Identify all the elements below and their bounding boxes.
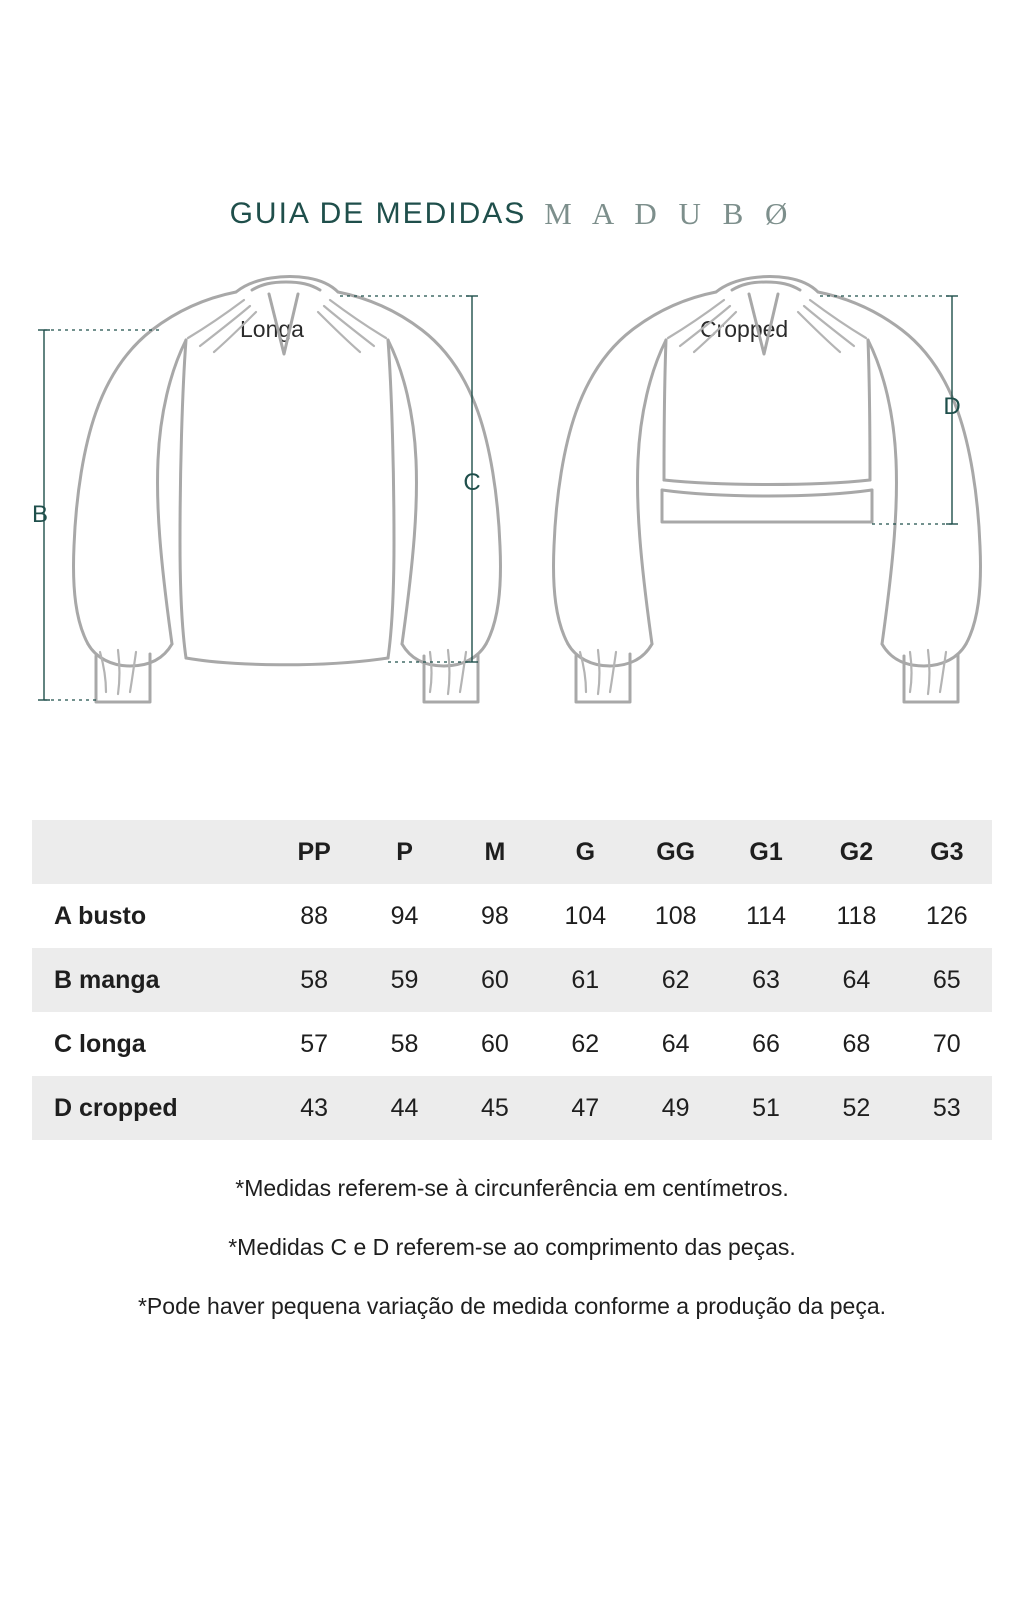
cell-a-g1: 114 <box>746 901 786 930</box>
dimension-c <box>340 296 481 662</box>
garment-illustrations <box>0 254 1024 774</box>
cell-d-g3: 53 <box>932 1093 961 1122</box>
notes-section <box>0 1175 1024 1352</box>
cell-b-p: 59 <box>390 965 419 994</box>
note-1: *Medidas referem-se à circunferência em centímetros. <box>235 1175 789 1201</box>
dimension-letter-b: B <box>31 501 49 528</box>
table-header-cell-gg: GG <box>656 837 696 866</box>
cell-a-g: 104 <box>564 901 607 930</box>
measurements-table <box>32 820 992 1140</box>
note-2: *Medidas C e D referem-se ao comprimento das peças. <box>228 1234 796 1260</box>
page-header <box>0 0 1024 232</box>
figure-label-cropped: Cropped <box>700 316 789 342</box>
cell-d-m: 45 <box>481 1093 509 1122</box>
dimension-letter-c: C <box>463 469 481 496</box>
table-row <box>32 948 992 1012</box>
garment-cropped <box>554 277 981 703</box>
figure-label-longa: Longa <box>240 316 304 342</box>
dimension-b <box>32 330 160 700</box>
cell-c-g: 62 <box>571 1029 600 1058</box>
cell-c-pp: 57 <box>300 1029 329 1058</box>
table-row <box>32 1012 992 1076</box>
cell-c-g2: 68 <box>842 1029 871 1058</box>
cell-c-g3: 70 <box>932 1029 961 1058</box>
table-header-row <box>32 820 992 884</box>
cell-d-p: 44 <box>390 1093 419 1122</box>
table-row <box>32 884 992 948</box>
page-title: GUIA DE MEDIDAS <box>229 197 527 230</box>
measurements-table-wrap <box>32 820 992 1140</box>
cell-c-gg: 64 <box>661 1029 690 1058</box>
table-header-cell-p: P <box>396 837 413 866</box>
cell-b-gg: 62 <box>661 965 690 994</box>
cell-b-g: 61 <box>571 965 600 994</box>
cell-b-g1: 63 <box>752 965 780 994</box>
cell-c-g1: 66 <box>752 1029 780 1058</box>
cell-a-g3: 126 <box>925 901 968 930</box>
row-label-a-busto: A busto <box>54 901 147 930</box>
cell-c-p: 58 <box>390 1029 419 1058</box>
cell-b-g3: 65 <box>932 965 961 994</box>
table-row <box>32 1076 992 1140</box>
row-label-c-longa: C longa <box>54 1029 146 1058</box>
cell-c-m: 60 <box>481 1029 509 1058</box>
cell-b-m: 60 <box>481 965 509 994</box>
note-3: *Pode haver pequena variação de medida conforme a produção da peça. <box>137 1293 887 1319</box>
brand-logo: M A D U B Ø <box>544 196 795 231</box>
dimension-letter-d: D <box>943 393 961 420</box>
cell-b-g2: 64 <box>842 965 871 994</box>
cell-d-g2: 52 <box>842 1093 871 1122</box>
table-header-cell-g3: G3 <box>930 837 964 866</box>
cell-d-g: 47 <box>571 1093 600 1122</box>
row-label-b-manga: B manga <box>54 965 160 994</box>
cell-a-m: 98 <box>481 901 509 930</box>
table-header-cell-m: M <box>484 837 506 866</box>
cell-a-gg: 108 <box>654 901 697 930</box>
table-header-cell-g2: G2 <box>839 837 874 866</box>
cell-a-pp: 88 <box>300 901 329 930</box>
table-header-cell-g1: G1 <box>749 837 783 866</box>
garment-longa <box>74 277 501 703</box>
table-header-cell-g: G <box>575 837 596 866</box>
table-header-cell-pp: PP <box>297 837 331 866</box>
illustration-svg <box>0 254 1024 774</box>
cell-b-pp: 58 <box>300 965 329 994</box>
table-header-cell-0 <box>32 820 269 884</box>
cell-d-pp: 43 <box>300 1093 329 1122</box>
cell-d-g1: 51 <box>752 1093 780 1122</box>
cell-a-g2: 118 <box>836 901 877 930</box>
row-label-d-cropped: D cropped <box>54 1093 178 1122</box>
cell-d-gg: 49 <box>661 1093 690 1122</box>
cell-a-p: 94 <box>390 901 419 930</box>
